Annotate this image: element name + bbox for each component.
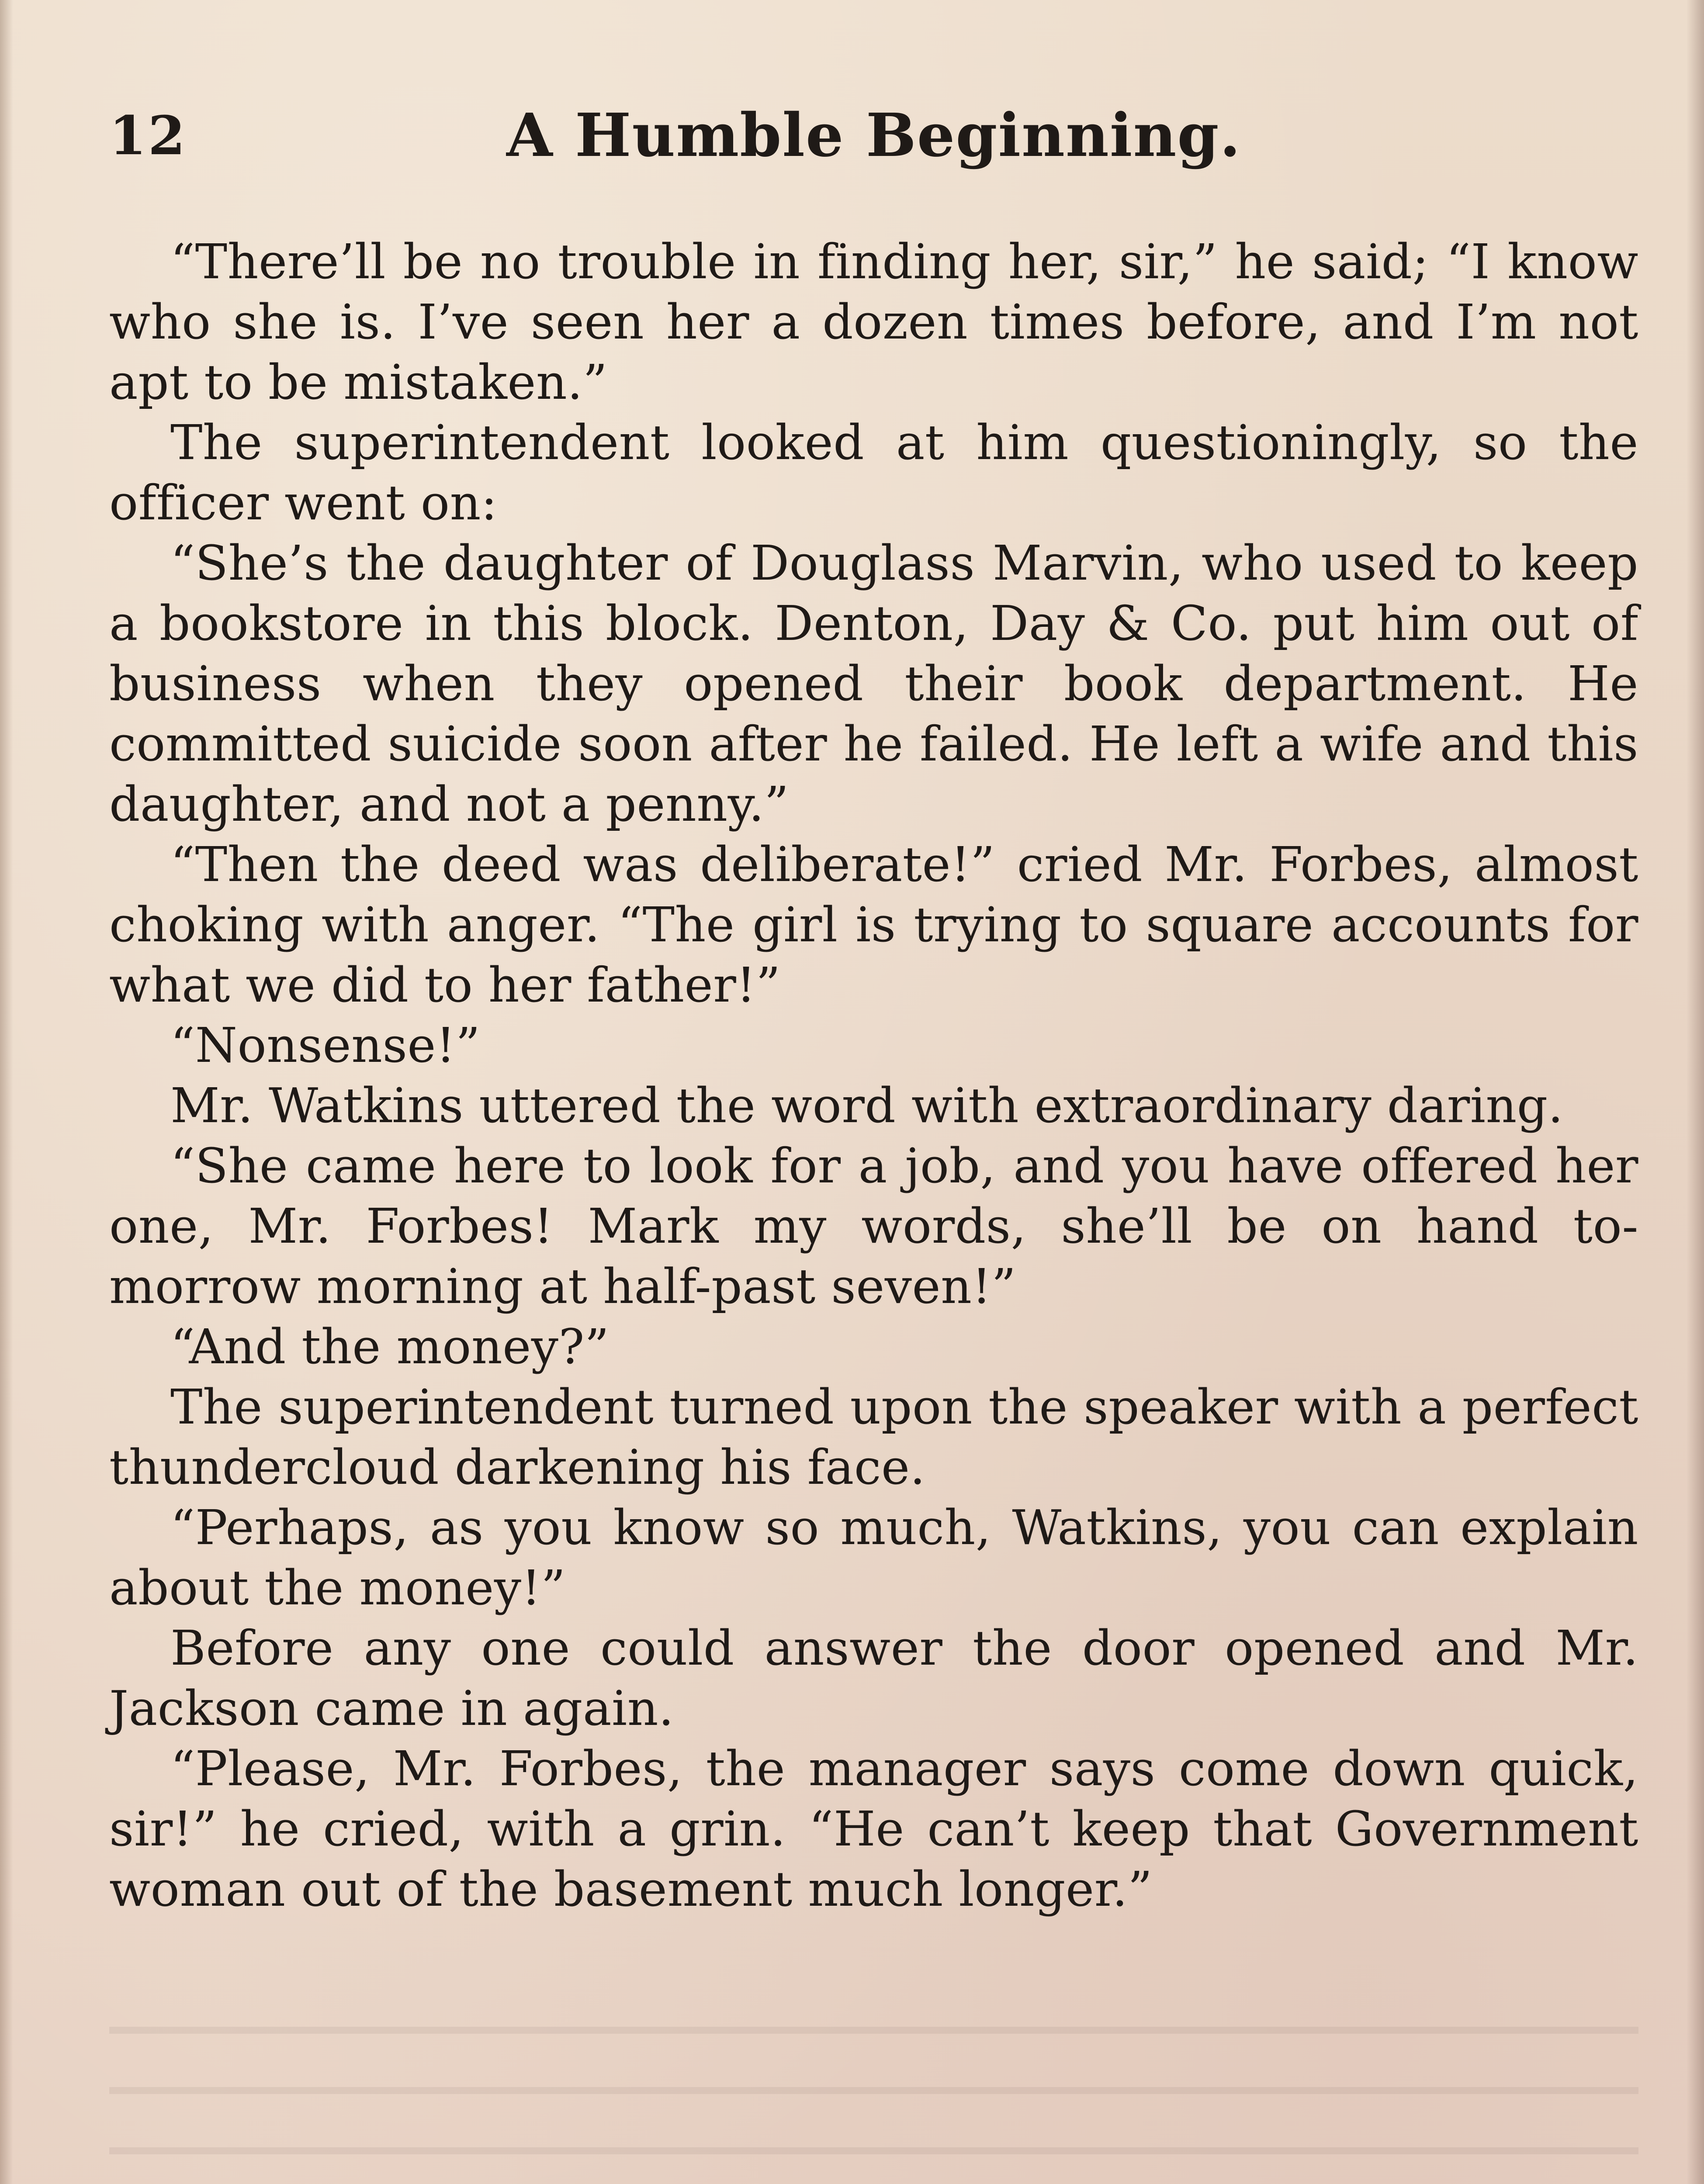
page-header [109, 100, 1638, 170]
running-title: A Humble Beginning. [506, 100, 1241, 170]
paragraph: “She came here to look for a job, and you have offered her one, Mr. Forbes! Mark my words, she’ll be on hand to-morrow morning at half-past seven!” [109, 1138, 1638, 1314]
paragraph: The superintendent turned upon the speaker with a perfect thundercloud darkening his face. [109, 1379, 1638, 1495]
paragraph: “Then the deed was deliberate!” cried Mr. Forbes, almost choking with anger. “The girl is trying to square accounts for what we did to her father!” [109, 836, 1638, 1013]
paragraph: “Please, Mr. Forbes, the manager says come down quick, sir!” he cried, with a grin. “He can’t keep that Government woman out of the basement much longer.” [109, 1741, 1638, 1917]
page-number: 12 [109, 104, 187, 167]
page-edge-shadow-right [1687, 0, 1704, 2184]
paragraph: “Nonsense!” [170, 1017, 481, 1073]
paragraph: “There’ll be no trouble in finding her, sir,” he said; “I know who she is. I’ve seen her a dozen times before, and I’m not apt to be mistaken.” [109, 234, 1638, 410]
body-text [109, 232, 1638, 1919]
paragraph: “She’s the daughter of Douglass Marvin, who used to keep a bookstore in this block. Denton, Day & Co. put him out of business when they opened their book department. He committed suicide soon after he failed. He left a wife and this daughter, and not a penny.” [109, 535, 1638, 832]
page-edge-shadow-left [0, 0, 13, 2184]
paragraph: Before any one could answer the door opened and Mr. Jackson came in again. [109, 1620, 1638, 1736]
paragraph: The superintendent looked at him questioningly, so the officer went on: [109, 415, 1638, 531]
paragraph: Mr. Watkins uttered the word with extraordinary daring. [170, 1078, 1564, 1133]
show-through-text [109, 1992, 1638, 2184]
paragraph: “Perhaps, as you know so much, Watkins, you can explain about the money!” [109, 1500, 1638, 1616]
paragraph: “And the money?” [170, 1319, 610, 1375]
